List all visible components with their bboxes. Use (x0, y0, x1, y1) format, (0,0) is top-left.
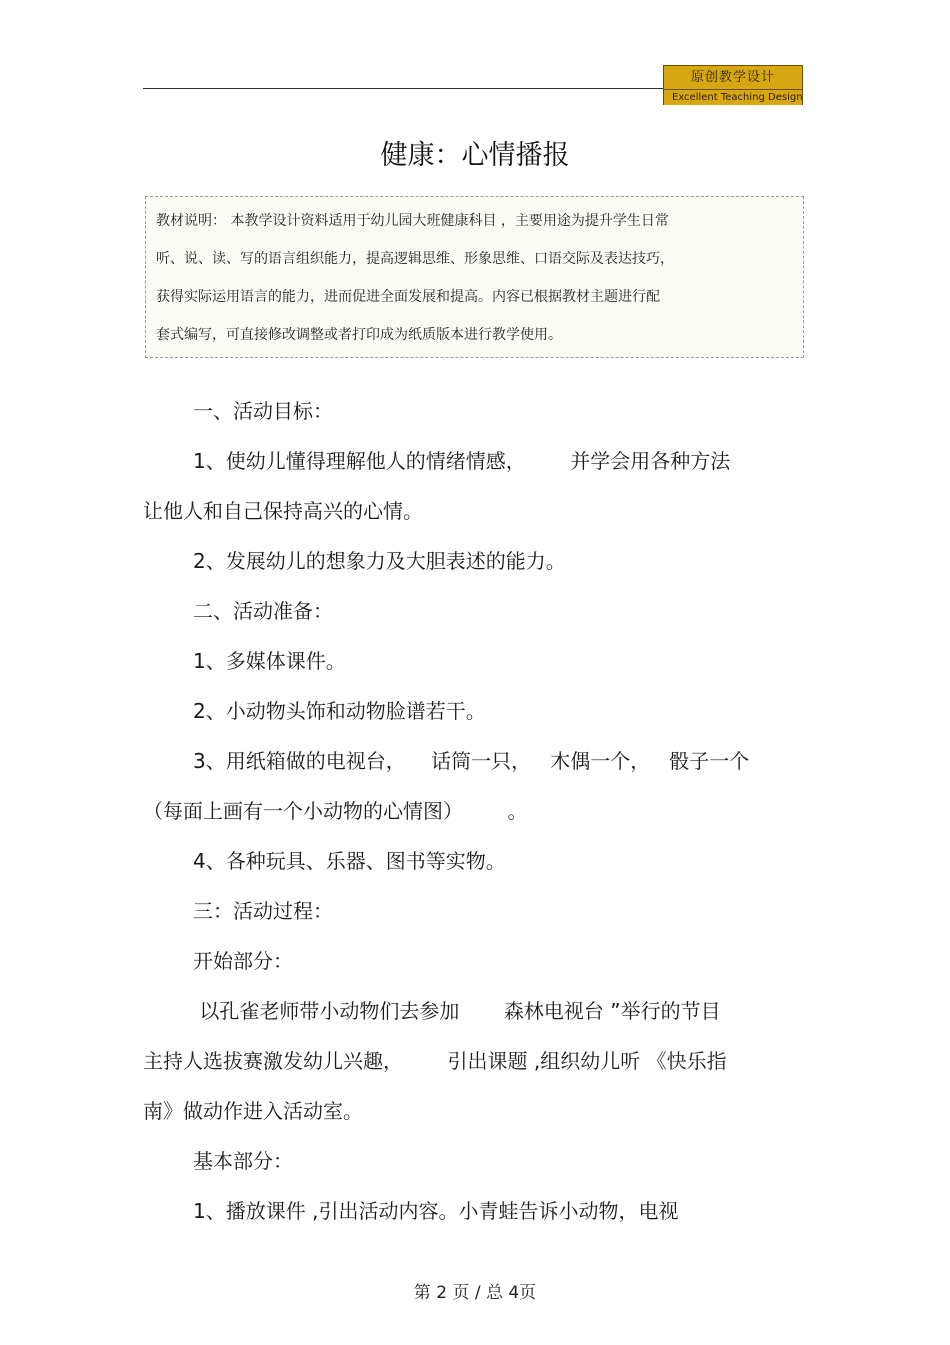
design-badge (663, 65, 803, 105)
body-line: 以孔雀老师带小动物们去参加 森林电视台 ”举行的节目 (193, 999, 721, 1023)
body-line: 1、多媒体课件。 (193, 649, 346, 673)
body-line: 1、使幼儿懂得理解他人的情绪情感， 并学会用各种方法 (193, 449, 731, 473)
body-line: 3、用纸箱做的电视台， 话筒一只， 木偶一个， 骰子一个 (193, 749, 750, 773)
note-line: 获得实际运用语言的能力，进而促进全面发展和提高。内容已根据教材主题进行配 (156, 289, 660, 305)
badge-chinese-label: 原创教学设计 (664, 66, 802, 89)
page-number: 第 2 页 / 总 4页 (413, 1283, 537, 1303)
document-title: 健康：心情播报 (380, 140, 570, 171)
body-line: 2、发展幼儿的想象力及大胆表述的能力。 (193, 549, 566, 573)
section-heading-process: 三：活动过程： (193, 899, 333, 923)
body-line: （每面上画有一个小动物的心情图） 。 (143, 799, 528, 823)
document-body (143, 386, 803, 1236)
note-line: 套式编写，可直接修改调整或者打印成为纸质版本进行教学使用。 (156, 327, 562, 343)
body-line: 南》做动作进入活动室。 (143, 1099, 363, 1123)
subsection-heading-start: 开始部分： (193, 949, 293, 973)
body-line: 让他人和自己保持高兴的心情。 (143, 499, 423, 523)
material-note-box (145, 196, 804, 358)
badge-english-label: Excellent Teaching Design (664, 89, 802, 105)
note-line: 听、说、读、写的语言组织能力，提高逻辑思维、形象思维、口语交际及表达技巧， (156, 251, 674, 267)
body-line: 2、小动物头饰和动物脸谱若干。 (193, 699, 486, 723)
note-line: 教材说明： 本教学设计资料适用于幼儿园大班健康科目 ，主要用途为提升学生日常 (156, 213, 669, 229)
body-line: 4、各种玩具、乐器、图书等实物。 (193, 849, 506, 873)
section-heading-goals: 一、活动目标： (193, 399, 333, 423)
section-heading-preparation: 二、活动准备： (193, 599, 333, 623)
body-line: 主持人选拔赛激发幼儿兴趣， 引出课题 ,组织幼儿听 《快乐指 (143, 1049, 727, 1073)
body-line: 1、播放课件 ,引出活动内容。小青蛙告诉小动物，电视 (193, 1199, 679, 1223)
subsection-heading-basic: 基本部分： (193, 1149, 293, 1173)
